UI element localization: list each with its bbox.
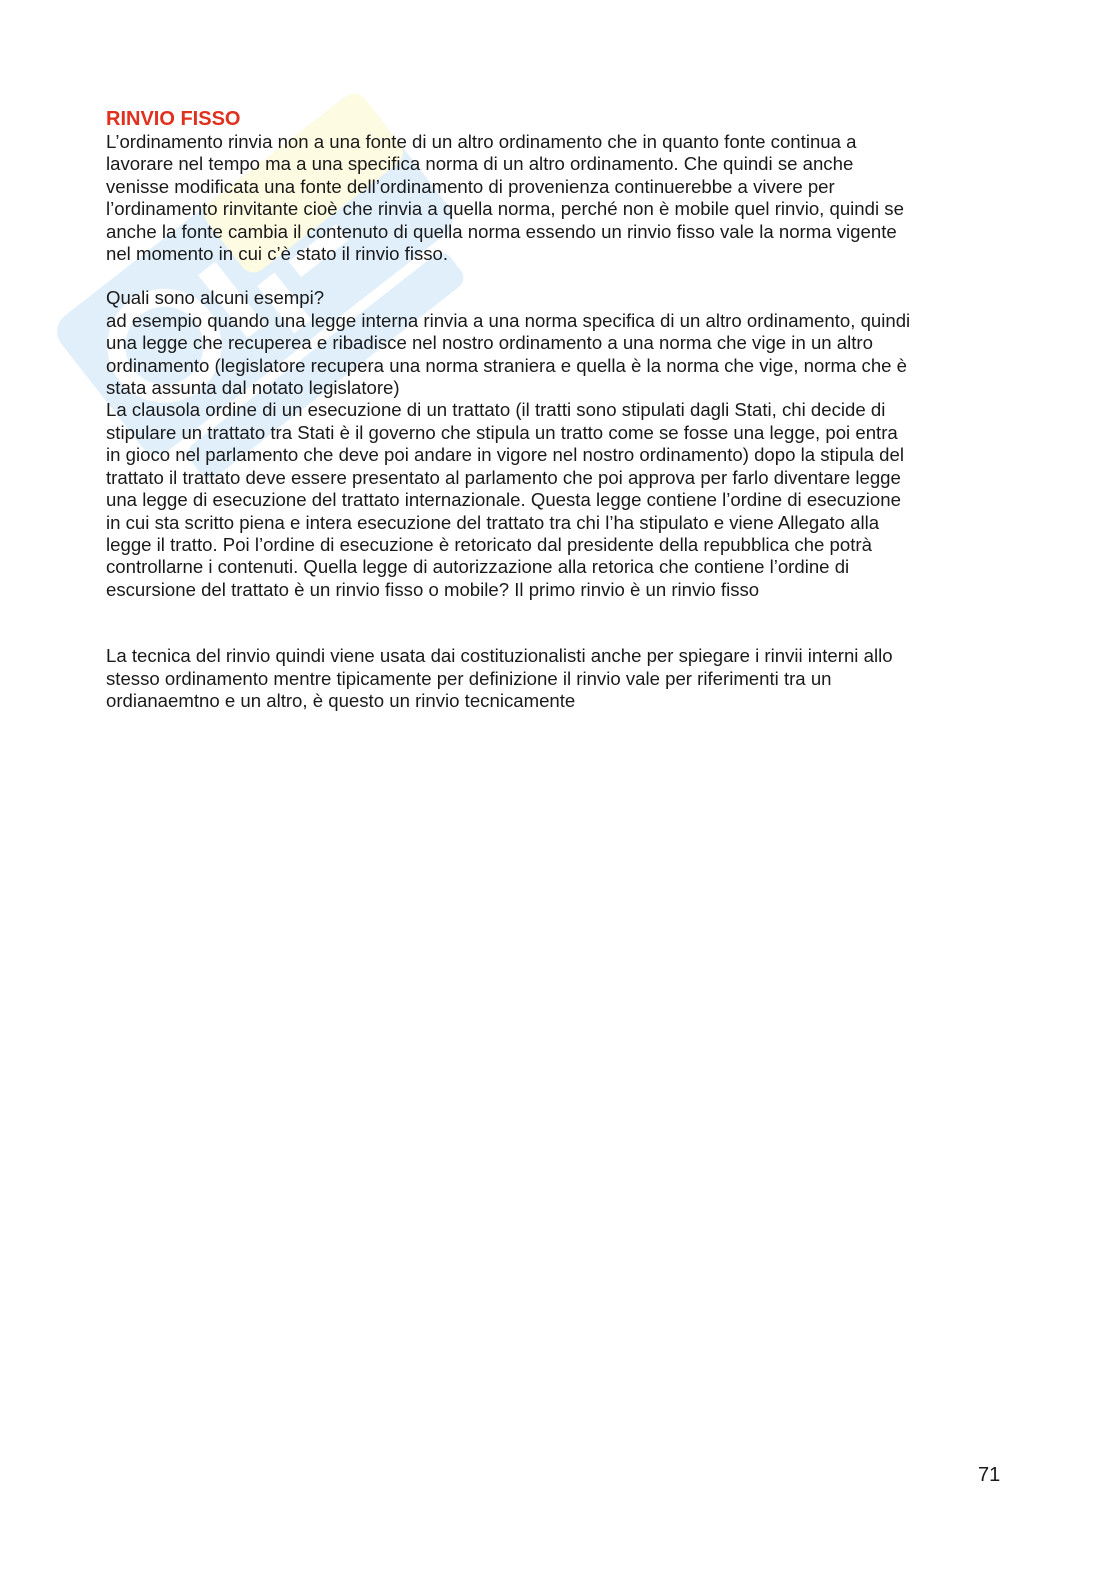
paragraph-examples: Quali sono alcuni esempi? ad esempio quando una legge interna rinvia a una norma specifica di un altro ordinamento, quindi una legge che recuperea e ribadisce nel nostro ordinamento a una norma che vige in un altro ordinamento (legislatore recupera una norma straniera e quella è la norma che vige, norma che è stata assunta dal notato legislatore) La clausola ordine di un esecuzione di un trattato (il tratti sono stipulati dagli Stati, chi decide di stipulare un trattato tra Stati è il governo che stipula un tratto come se fosse una legge, poi entra in gioco nel parlamento che deve poi andare in vigore nel nostro ordinamento) dopo la stipula del trattato il trattato deve essere presentato al parlamento che poi approva per farlo diventare legge una legge di esecuzione del trattato internazionale. Questa legge contiene l’ordine di esecuzione in cui sta scritto piena e intera esecuzione del trattato tra chi l’ha stipulato e viene Allegato alla legge il tratto. Poi l’ordine di esecuzione è retoricato dal presidente della repubblica che potrà controllarne i contenuti. Quella legge di autorizzazione alla retorica che contiene l’ordine di escursione del trattato è un rinvio fisso o mobile? Il primo rinvio è un rinvio fisso (106, 287, 911, 600)
paragraph-technique: La tecnica del rinvio quindi viene usata dai costituzionalisti anche per spiegare i rinvii interni allo stesso ordinamento mentre tipicamente per definizione il rinvio vale per riferimenti tra un ordianaemtno e un altro, è questo un rinvio tecnicamente (106, 645, 893, 711)
page-number: 71 (978, 1464, 1001, 1486)
section-heading: RINVIO FISSO (106, 108, 241, 130)
paragraph-definition: L’ordinamento rinvia non a una fonte di un altro ordinamento che in quanto fonte continua a lavorare nel tempo ma a una specifica norma di un altro ordinamento. Che quindi se anche venisse modificata una fonte dell’ordinamento di provenienza continuerebbe a vivere per l’ordinamento rinvitante cioè che rinvia a quella norma, perché non è mobile quel rinvio, quindi se anche la fonte cambia il contenuto di quella norma essendo un rinvio fisso vale la norma vigente nel momento in cui c’è stato il rinvio fisso. (106, 131, 904, 265)
document-body (106, 107, 1006, 712)
